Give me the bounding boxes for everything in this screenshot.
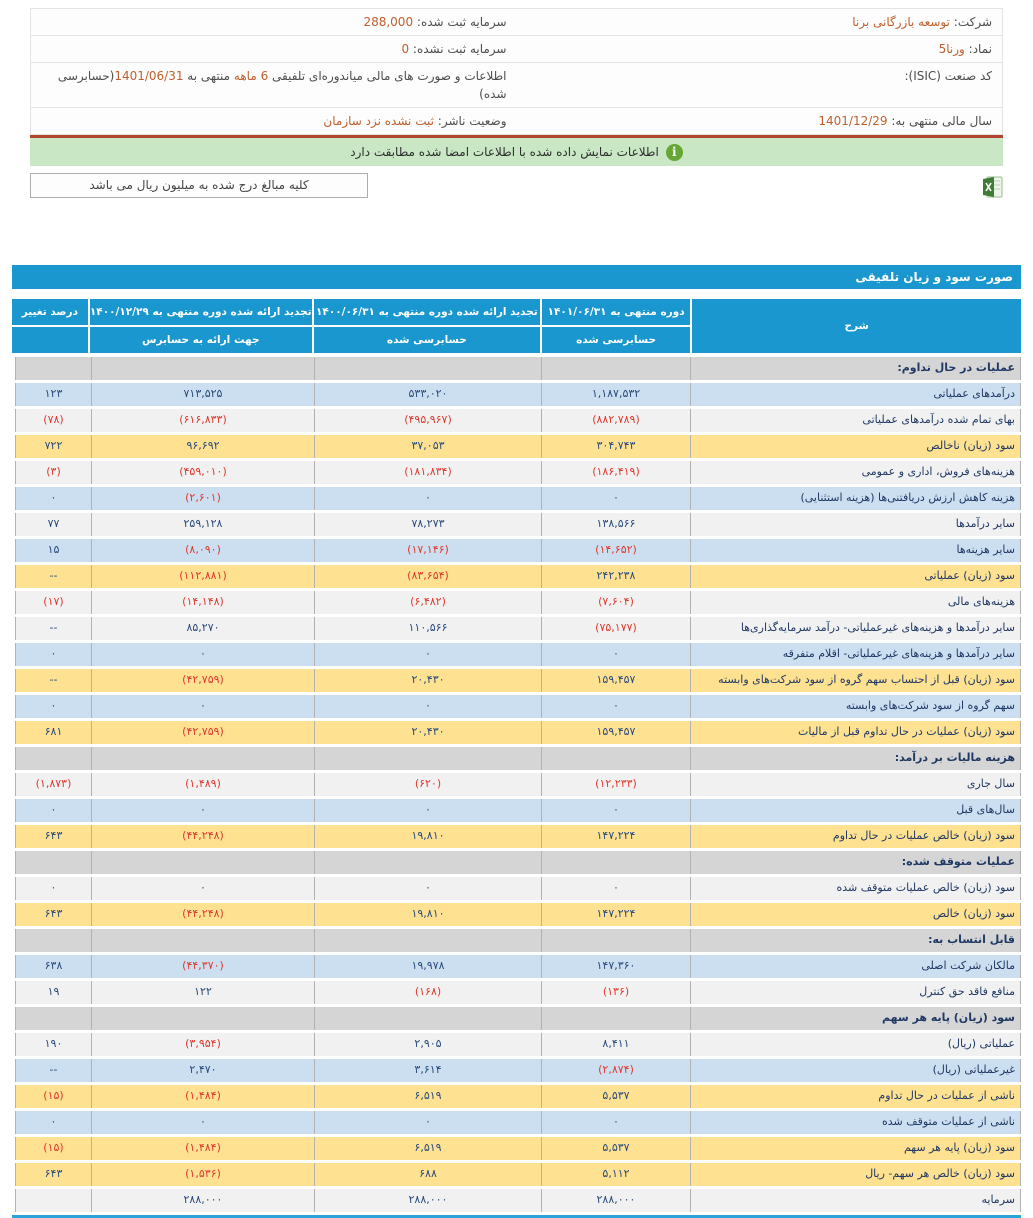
value-cell-prior-period: (۸۳,۶۵۴) xyxy=(314,565,541,588)
value-cell-current-period: (۱۲,۲۳۳) xyxy=(541,773,690,796)
unregistered-capital-value: 0 xyxy=(401,42,410,56)
desc-cell: سود (زیان) قبل از احتساب سهم گروه از سود شرکت‌های وابسته xyxy=(690,669,1020,692)
table-row xyxy=(12,461,1021,484)
percent-change-cell: -- xyxy=(15,617,91,640)
desc-cell: سایر درآمدها و هزینه‌های غیرعملیاتی- اقلام متفرقه xyxy=(690,643,1020,666)
report-period: 6 ماهه xyxy=(233,69,269,83)
percent-change-cell: ۶۴۳ xyxy=(15,1163,91,1186)
registered-capital-field xyxy=(31,9,517,35)
percent-change-cell: ۱۵ xyxy=(15,539,91,562)
percent-change-cell xyxy=(15,1007,91,1030)
symbol-label: نماد: xyxy=(968,42,992,56)
value-cell-prior-year: ۹۶,۶۹۲ xyxy=(91,435,314,458)
percent-change-cell: -- xyxy=(15,669,91,692)
column-header-line1: دوره منتهی به ۱۴۰۱/۰۶/۳۱ xyxy=(542,299,690,325)
desc-cell: سود (زیان) پایه هر سهم xyxy=(690,1137,1020,1160)
value-cell-prior-period: ۶,۵۱۹ xyxy=(314,1085,541,1108)
column-header-restated-1400-12-29 xyxy=(90,299,312,353)
desc-cell: سود (زیان) عملیات در حال تداوم قبل از مالیات xyxy=(690,721,1020,744)
value-cell-prior-period: (۱۷,۱۴۶) xyxy=(314,539,541,562)
value-cell-prior-period: ۰ xyxy=(314,643,541,666)
percent-change-cell: ۰ xyxy=(15,877,91,900)
value-cell-prior-year: (۴۵۹,۰۱۰) xyxy=(91,461,314,484)
section-row xyxy=(12,357,1021,380)
table-row xyxy=(12,1085,1021,1108)
value-cell-prior-period: ۳,۶۱۴ xyxy=(314,1059,541,1082)
value-cell-prior-period: ۶,۵۱۹ xyxy=(314,1137,541,1160)
percent-change-cell: -- xyxy=(15,1059,91,1082)
value-cell-prior-period: (۶۲۰) xyxy=(314,773,541,796)
value-cell-prior-year: (۱,۴۸۴) xyxy=(91,1137,314,1160)
table-row xyxy=(12,773,1021,796)
value-cell-prior-period: (۱۶۸) xyxy=(314,981,541,1004)
value-cell-prior-year: (۱,۴۸۴) xyxy=(91,1085,314,1108)
desc-cell: منافع فاقد حق کنترل xyxy=(690,981,1020,1004)
value-cell-current-period: (۱۸۶,۴۱۹) xyxy=(541,461,690,484)
percent-change-cell xyxy=(15,1189,91,1212)
value-cell-prior-year: (۱,۵۳۶) xyxy=(91,1163,314,1186)
table-row xyxy=(12,383,1021,406)
column-header-desc-label: شرح xyxy=(692,299,1021,353)
percent-change-cell: ۰ xyxy=(15,643,91,666)
percent-change-cell: (۷۸) xyxy=(15,409,91,432)
report-title-field xyxy=(31,63,517,107)
value-cell-current-period xyxy=(541,851,690,874)
value-cell-current-period xyxy=(541,929,690,952)
value-cell-prior-year: (۸,۰۹۰) xyxy=(91,539,314,562)
unregistered-capital-field xyxy=(31,36,517,62)
desc-cell: قابل انتساب به: xyxy=(690,929,1020,952)
desc-cell: سهم گروه از سود شرکت‌های وابسته xyxy=(690,695,1020,718)
value-cell-current-period: ۲۸۸,۰۰۰ xyxy=(541,1189,690,1212)
value-cell-current-period: ۵,۵۳۷ xyxy=(541,1085,690,1108)
percent-change-cell: (۱۵) xyxy=(15,1137,91,1160)
value-cell-prior-period: ۱۹,۸۱۰ xyxy=(314,903,541,926)
value-cell-current-period: ۸,۴۱۱ xyxy=(541,1033,690,1056)
percent-change-cell xyxy=(15,929,91,952)
table-row xyxy=(12,409,1021,432)
value-cell-prior-period xyxy=(314,1007,541,1030)
table-row xyxy=(12,981,1021,1004)
table-row xyxy=(12,1163,1021,1186)
value-cell-prior-year: (۴۴,۲۴۸) xyxy=(91,825,314,848)
statement-header xyxy=(12,299,1021,353)
table-row xyxy=(12,1137,1021,1160)
table-row xyxy=(12,955,1021,978)
value-cell-current-period: (۷۵,۱۷۷) xyxy=(541,617,690,640)
statement-title-bar: صورت سود و زیان تلفیقی xyxy=(12,265,1021,289)
value-cell-prior-period: ۰ xyxy=(314,799,541,822)
value-cell-current-period: (۱۳۶) xyxy=(541,981,690,1004)
table-row xyxy=(12,903,1021,926)
isic-field xyxy=(517,63,1003,107)
percent-change-cell xyxy=(15,747,91,770)
value-cell-current-period: ۲۴۲,۲۳۸ xyxy=(541,565,690,588)
table-row xyxy=(12,617,1021,640)
column-header-percent-change xyxy=(12,299,88,353)
statement-table xyxy=(12,265,1021,1218)
value-cell-current-period: ۱,۱۸۷,۵۳۲ xyxy=(541,383,690,406)
percent-change-cell xyxy=(15,851,91,874)
value-cell-prior-year xyxy=(91,357,314,380)
percent-change-cell: ۱۹ xyxy=(15,981,91,1004)
fiscal-year-value: 1401/12/29 xyxy=(818,114,888,128)
value-cell-prior-period: ۰ xyxy=(314,487,541,510)
desc-cell: سود (زیان) پایه هر سهم xyxy=(690,1007,1020,1030)
value-cell-prior-year: (۲,۶۰۱) xyxy=(91,487,314,510)
desc-cell: هزینه کاهش ارزش دریافتنی‌ها (هزینه استثنایی) xyxy=(690,487,1020,510)
value-cell-current-period: ۰ xyxy=(541,877,690,900)
table-row xyxy=(12,565,1021,588)
table-row xyxy=(12,1189,1021,1212)
value-cell-current-period xyxy=(541,1007,690,1030)
value-cell-current-period xyxy=(541,747,690,770)
value-cell-prior-year: ۰ xyxy=(91,877,314,900)
value-cell-prior-year: ۰ xyxy=(91,1111,314,1134)
desc-cell: ناشی از عملیات متوقف شده xyxy=(690,1111,1020,1134)
value-cell-prior-period: ۲,۹۰۵ xyxy=(314,1033,541,1056)
desc-cell: سود (زیان) خالص هر سهم- ریال xyxy=(690,1163,1020,1186)
table-row xyxy=(12,539,1021,562)
desc-cell: سود (زیان) ناخالص xyxy=(690,435,1020,458)
section-row xyxy=(12,747,1021,770)
value-cell-prior-period: ۵۳۳,۰۲۰ xyxy=(314,383,541,406)
column-header-desc xyxy=(692,299,1021,353)
symbol-value: ورنا5 xyxy=(938,42,965,56)
percent-change-cell: ۶۸۱ xyxy=(15,721,91,744)
value-cell-prior-period xyxy=(314,747,541,770)
desc-cell: هزینه‌های مالی xyxy=(690,591,1020,614)
desc-cell: ناشی از عملیات در حال تداوم xyxy=(690,1085,1020,1108)
value-cell-current-period: (۲,۸۷۴) xyxy=(541,1059,690,1082)
value-cell-current-period: ۵,۱۱۲ xyxy=(541,1163,690,1186)
table-row xyxy=(12,1111,1021,1134)
signature-match-banner xyxy=(30,135,1003,166)
value-cell-prior-period: ۳۷,۰۵۳ xyxy=(314,435,541,458)
desc-cell: سرمایه xyxy=(690,1189,1020,1212)
report-title-middle: منتهی به xyxy=(183,69,234,83)
value-cell-current-period: ۱۴۷,۳۶۰ xyxy=(541,955,690,978)
percent-change-cell: ۷۲۲ xyxy=(15,435,91,458)
percent-change-cell: ۱۹۰ xyxy=(15,1033,91,1056)
table-row xyxy=(12,669,1021,692)
percent-change-cell: (۱۷) xyxy=(15,591,91,614)
desc-cell: عملیات در حال تداوم: xyxy=(690,357,1020,380)
value-cell-prior-year: (۴۲,۷۵۹) xyxy=(91,721,314,744)
unit-note-box: کلیه مبالغ درج شده به میلیون ریال می باشد xyxy=(30,173,368,198)
value-cell-prior-period: ۲۰,۴۳۰ xyxy=(314,721,541,744)
desc-cell: سود (زیان) خالص عملیات در حال تداوم xyxy=(690,825,1020,848)
value-cell-prior-year: (۴۴,۳۷۰) xyxy=(91,955,314,978)
value-cell-prior-period: (۴۹۵,۹۶۷) xyxy=(314,409,541,432)
table-row xyxy=(12,643,1021,666)
value-cell-prior-period: (۶,۴۸۲) xyxy=(314,591,541,614)
value-cell-prior-year: ۲,۴۷۰ xyxy=(91,1059,314,1082)
column-header-line2: حسابرسی شده xyxy=(314,327,540,353)
fiscal-year-label: سال مالی منتهی به: xyxy=(891,114,992,128)
value-cell-prior-year: ۰ xyxy=(91,799,314,822)
value-cell-prior-period: ۱۱۰,۵۶۶ xyxy=(314,617,541,640)
symbol-field xyxy=(517,36,1003,62)
value-cell-prior-period: ۱۹,۹۷۸ xyxy=(314,955,541,978)
percent-change-cell: ۶۴۳ xyxy=(15,903,91,926)
value-cell-prior-period: ۰ xyxy=(314,1111,541,1134)
statement-rows xyxy=(12,357,1021,1212)
desc-cell: سایر درآمدها xyxy=(690,513,1020,536)
value-cell-current-period: ۱۳۸,۵۶۶ xyxy=(541,513,690,536)
desc-cell: سود (زیان) خالص xyxy=(690,903,1020,926)
value-cell-prior-year: (۴۲,۷۵۹) xyxy=(91,669,314,692)
value-cell-prior-period: ۱۹,۸۱۰ xyxy=(314,825,541,848)
percent-change-cell: ۶۳۸ xyxy=(15,955,91,978)
value-cell-prior-year: (۱,۴۸۹) xyxy=(91,773,314,796)
value-cell-prior-year xyxy=(91,851,314,874)
table-row xyxy=(12,1059,1021,1082)
value-cell-prior-year xyxy=(91,929,314,952)
value-cell-current-period: ۱۵۹,۴۵۷ xyxy=(541,669,690,692)
value-cell-prior-period: ۲۰,۴۳۰ xyxy=(314,669,541,692)
value-cell-prior-period: ۶۸۸ xyxy=(314,1163,541,1186)
table-row xyxy=(12,591,1021,614)
info-row xyxy=(31,63,1002,108)
value-cell-current-period: ۱۵۹,۴۵۷ xyxy=(541,721,690,744)
value-cell-prior-year: ۰ xyxy=(91,643,314,666)
column-header-line2: جهت ارائه به حسابرس xyxy=(90,327,312,353)
percent-change-cell: (۱۵) xyxy=(15,1085,91,1108)
percent-change-cell: (۱,۸۷۳) xyxy=(15,773,91,796)
percent-change-cell: ۰ xyxy=(15,487,91,510)
percent-change-cell: ۰ xyxy=(15,695,91,718)
table-row xyxy=(12,487,1021,510)
desc-cell: مالکان شرکت اصلی xyxy=(690,955,1020,978)
unregistered-capital-label: سرمایه ثبت نشده: xyxy=(412,42,507,56)
info-row xyxy=(31,9,1002,36)
table-row xyxy=(12,877,1021,900)
value-cell-current-period xyxy=(541,357,690,380)
report-title-prefix: اطلاعات و صورت های مالی میاندوره‌ای تلفیقی xyxy=(268,69,507,83)
value-cell-current-period: ۱۴۷,۲۲۴ xyxy=(541,903,690,926)
desc-cell: درآمدهای عملیاتی xyxy=(690,383,1020,406)
value-cell-current-period: ۰ xyxy=(541,487,690,510)
table-row xyxy=(12,799,1021,822)
desc-cell: غیرعملیاتی (ریال) xyxy=(690,1059,1020,1082)
tools-row xyxy=(30,173,1003,203)
company-info-table xyxy=(30,8,1003,135)
value-cell-prior-year: ۷۱۳,۵۲۵ xyxy=(91,383,314,406)
table-row xyxy=(12,825,1021,848)
value-cell-prior-period: ۰ xyxy=(314,877,541,900)
publisher-status-value: ثبت نشده نزد سازمان xyxy=(323,114,434,128)
desc-cell: عملیات متوقف شده: xyxy=(690,851,1020,874)
value-cell-prior-year xyxy=(91,747,314,770)
isic-label: کد صنعت (ISIC): xyxy=(904,69,992,83)
desc-cell: سایر درآمدها و هزینه‌های غیرعملیاتی- درآمد سرمایه‌گذاری‌ها xyxy=(690,617,1020,640)
section-row xyxy=(12,929,1021,952)
table-row xyxy=(12,695,1021,718)
table-row xyxy=(12,721,1021,744)
value-cell-current-period: ۰ xyxy=(541,643,690,666)
desc-cell: سود (زیان) عملیاتی xyxy=(690,565,1020,588)
publisher-status-field xyxy=(31,108,517,134)
value-cell-prior-year: ۸۵,۲۷۰ xyxy=(91,617,314,640)
value-cell-prior-year: (۳,۹۵۴) xyxy=(91,1033,314,1056)
value-cell-prior-year: ۲۵۹,۱۲۸ xyxy=(91,513,314,536)
percent-change-cell: (۳) xyxy=(15,461,91,484)
value-cell-prior-year: (۴۴,۲۴۸) xyxy=(91,903,314,926)
column-header-line1: تجدید ارائه شده دوره منتهی به ۱۴۰۰/۱۲/۲۹ xyxy=(90,299,312,325)
value-cell-current-period: ۱۴۷,۲۲۴ xyxy=(541,825,690,848)
value-cell-prior-year: ۱۲۲ xyxy=(91,981,314,1004)
table-row xyxy=(12,435,1021,458)
value-cell-prior-period: ۲۸۸,۰۰۰ xyxy=(314,1189,541,1212)
value-cell-current-period: (۸۸۲,۷۸۹) xyxy=(541,409,690,432)
column-header-line2: حسابرسی شده xyxy=(542,327,690,353)
percent-change-cell: ۱۲۳ xyxy=(15,383,91,406)
percent-change-cell: -- xyxy=(15,565,91,588)
value-cell-prior-year: (۱۱۲,۸۸۱) xyxy=(91,565,314,588)
desc-cell: هزینه‌های فروش، اداری و عمومی xyxy=(690,461,1020,484)
report-date: 1401/06/31 xyxy=(114,69,184,83)
value-cell-prior-year: ۲۸۸,۰۰۰ xyxy=(91,1189,314,1212)
section-row xyxy=(12,1007,1021,1030)
registered-capital-value: 288,000 xyxy=(363,15,414,29)
percent-change-cell: ۶۴۳ xyxy=(15,825,91,848)
value-cell-current-period: (۷,۶۰۴) xyxy=(541,591,690,614)
percent-change-cell: ۰ xyxy=(15,1111,91,1134)
info-row xyxy=(31,108,1002,135)
info-row xyxy=(31,36,1002,63)
desc-cell: سال‌های قبل xyxy=(690,799,1020,822)
value-cell-prior-period xyxy=(314,929,541,952)
section-row xyxy=(12,851,1021,874)
column-header-line1: درصد تغییر xyxy=(12,299,88,325)
percent-change-cell: ۰ xyxy=(15,799,91,822)
table-row xyxy=(12,1033,1021,1056)
value-cell-prior-period: ۰ xyxy=(314,695,541,718)
value-cell-current-period: ۰ xyxy=(541,1111,690,1134)
registered-capital-label: سرمایه ثبت شده: xyxy=(416,15,507,29)
company-field xyxy=(517,9,1003,35)
publisher-status-label: وضعیت ناشر: xyxy=(437,114,507,128)
column-header-period-1401-06-31 xyxy=(542,299,690,353)
value-cell-prior-year: (۶۱۶,۸۳۳) xyxy=(91,409,314,432)
value-cell-current-period: ۰ xyxy=(541,695,690,718)
fiscal-year-field xyxy=(517,108,1003,134)
value-cell-current-period: ۰ xyxy=(541,799,690,822)
banner-text: اطلاعات نمایش داده شده با اطلاعات امضا شده مطابقت دارد xyxy=(350,145,659,159)
desc-cell: سود (زیان) خالص عملیات متوقف شده xyxy=(690,877,1020,900)
value-cell-prior-period: ۷۸,۲۷۳ xyxy=(314,513,541,536)
excel-export-icon[interactable] xyxy=(982,175,1003,203)
company-value: توسعه بازرگانی برنا xyxy=(852,15,950,29)
desc-cell: بهای تمام شده درآمدهای عملیاتی xyxy=(690,409,1020,432)
column-header-restated-1400-06-31 xyxy=(314,299,540,353)
value-cell-prior-year: ۰ xyxy=(91,695,314,718)
desc-cell: سال جاری xyxy=(690,773,1020,796)
report-title-suffix: (حسابرسی شده) xyxy=(57,69,507,101)
percent-change-cell: ۷۷ xyxy=(15,513,91,536)
column-header-line1: تجدید ارائه شده دوره منتهی به ۱۴۰۰/۰۶/۳۱ xyxy=(314,299,540,325)
info-icon: i xyxy=(666,144,683,161)
percent-change-cell xyxy=(15,357,91,380)
company-label: شرکت: xyxy=(953,15,992,29)
desc-cell: عملیاتی (ریال) xyxy=(690,1033,1020,1056)
value-cell-prior-period: (۱۸۱,۸۳۴) xyxy=(314,461,541,484)
column-header-line2 xyxy=(12,327,88,353)
value-cell-prior-period xyxy=(314,357,541,380)
value-cell-prior-year xyxy=(91,1007,314,1030)
value-cell-current-period: (۱۴,۶۵۲) xyxy=(541,539,690,562)
value-cell-current-period: ۵,۵۳۷ xyxy=(541,1137,690,1160)
value-cell-prior-period xyxy=(314,851,541,874)
desc-cell: هزینه مالیات بر درآمد: xyxy=(690,747,1020,770)
value-cell-prior-year: (۱۴,۱۴۸) xyxy=(91,591,314,614)
table-row xyxy=(12,513,1021,536)
value-cell-current-period: ۳۰۴,۷۴۳ xyxy=(541,435,690,458)
desc-cell: سایر هزینه‌ها xyxy=(690,539,1020,562)
